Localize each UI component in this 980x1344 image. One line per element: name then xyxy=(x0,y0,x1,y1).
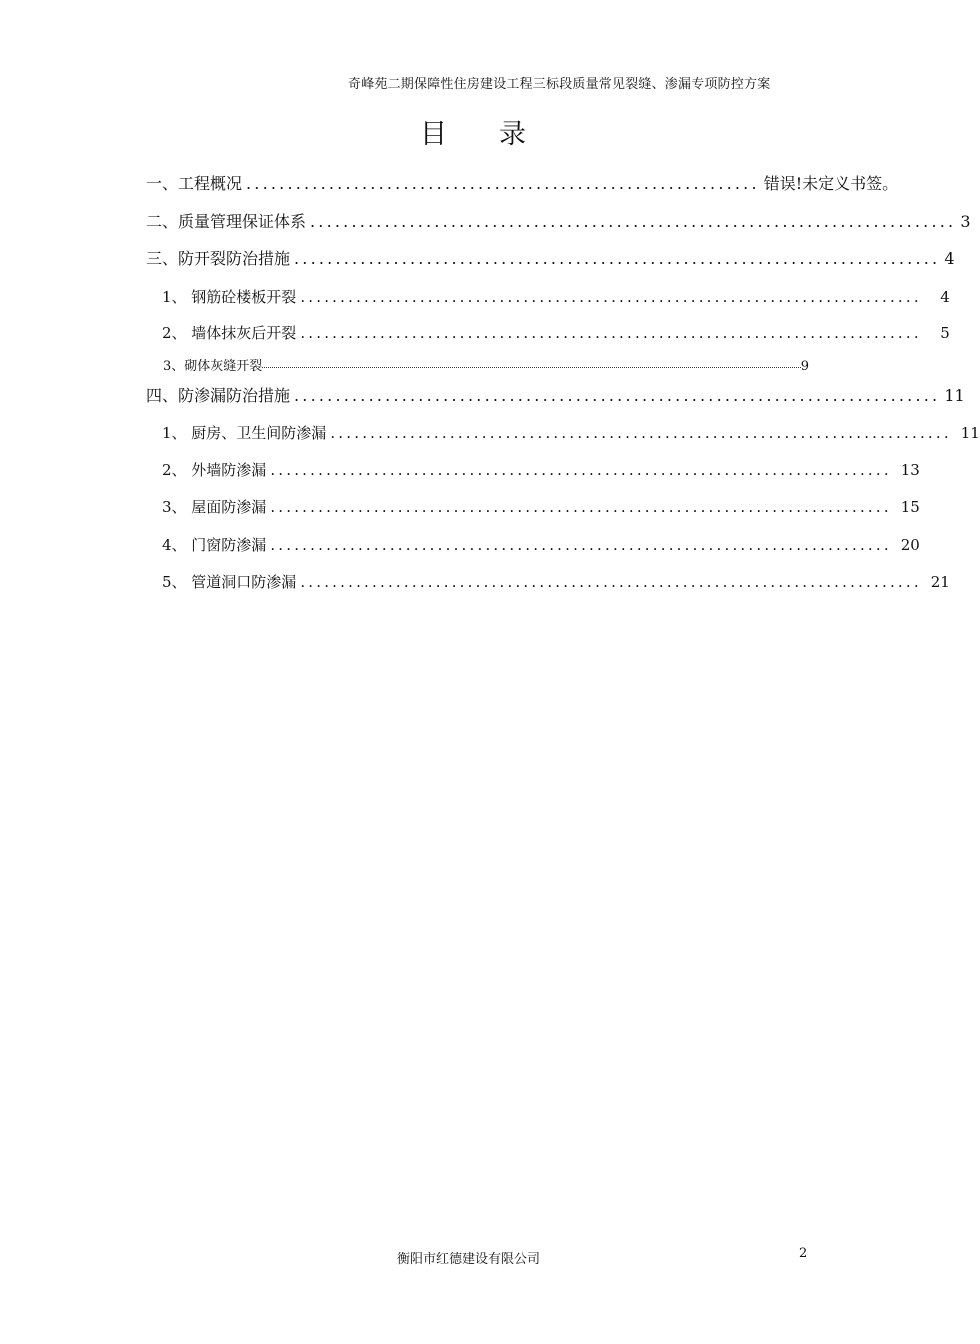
toc-entry-label: 二、质量管理保证体系 xyxy=(146,212,307,231)
toc-entry-label: 5、 管道洞口防渗漏 xyxy=(162,573,297,591)
toc-leader: .............................................................. xyxy=(246,174,760,193)
toc-entry[interactable] xyxy=(146,246,955,269)
toc-entry[interactable] xyxy=(162,571,950,592)
toc-leader: .............................................................................. xyxy=(270,461,892,479)
toc-leader: .............................................................................. xyxy=(310,212,957,231)
toc-title-part1: 目 xyxy=(420,119,447,150)
toc-entry-page: 11 xyxy=(960,424,980,442)
toc-entry-page: 4 xyxy=(940,288,950,306)
toc-leader xyxy=(262,365,800,368)
footer-company: 衡阳市红德建设有限公司 xyxy=(397,1252,541,1267)
toc-entry-page: 13 xyxy=(900,461,920,479)
toc-entry-page: 3 xyxy=(960,212,971,231)
toc-entry-label: 四、防渗漏防治措施 xyxy=(146,386,291,405)
toc-entry[interactable] xyxy=(162,422,980,443)
toc-entry-label: 3、砌体灰缝开裂 xyxy=(163,359,263,374)
toc-entry[interactable] xyxy=(162,496,920,517)
toc-leader: .............................................................................. xyxy=(270,498,892,516)
toc-leader: .............................................................................. xyxy=(294,249,941,268)
toc-title xyxy=(420,112,526,151)
toc-leader: .............................................................................. xyxy=(270,536,892,554)
toc-entry-page: 21 xyxy=(930,573,950,591)
toc-entry-page: 15 xyxy=(900,498,920,516)
toc-entry[interactable] xyxy=(162,286,950,307)
toc-entry[interactable] xyxy=(146,383,965,406)
toc-entry[interactable] xyxy=(163,355,809,374)
toc-entry-label: 三、防开裂防治措施 xyxy=(146,249,291,268)
toc-entry-label: 3、 屋面防渗漏 xyxy=(162,498,267,516)
toc-entry-page: 错误!未定义书签。 xyxy=(763,174,899,193)
running-header: 奇峰苑二期保障性住房建设工程三标段质量常见裂缝、渗漏专项防控方案 xyxy=(348,77,771,92)
toc-entry-label: 1、 厨房、卫生间防渗漏 xyxy=(162,424,327,442)
toc-leader: .............................................................................. xyxy=(300,288,922,306)
toc-entry-label: 2、 外墙防渗漏 xyxy=(162,461,267,479)
toc-entry-page: 9 xyxy=(800,359,809,374)
toc-leader: .............................................................................. xyxy=(330,424,952,442)
toc-entry[interactable] xyxy=(162,459,920,480)
toc-entry-label: 一、工程概况 xyxy=(146,174,243,193)
toc-entry-page: 5 xyxy=(940,324,950,342)
footer-page-number: 2 xyxy=(799,1246,808,1261)
toc-entry-label: 1、 钢筋砼楼板开裂 xyxy=(162,288,297,306)
toc-entry-label: 4、 门窗防渗漏 xyxy=(162,536,267,554)
toc-entry[interactable] xyxy=(162,322,950,343)
toc-entry-label: 2、 墙体抹灰后开裂 xyxy=(162,324,297,342)
toc-title-part2: 录 xyxy=(499,119,526,150)
toc-entry-page: 20 xyxy=(900,536,920,554)
toc-entry[interactable] xyxy=(146,171,899,194)
toc-entry[interactable] xyxy=(146,209,971,232)
toc-entry-page: 11 xyxy=(944,386,965,405)
toc-entry-page: 4 xyxy=(944,249,955,268)
toc-leader: .............................................................................. xyxy=(300,324,922,342)
toc-leader: .............................................................................. xyxy=(294,386,941,405)
toc-entry[interactable] xyxy=(162,534,920,555)
toc-leader: .............................................................................. xyxy=(300,573,922,591)
